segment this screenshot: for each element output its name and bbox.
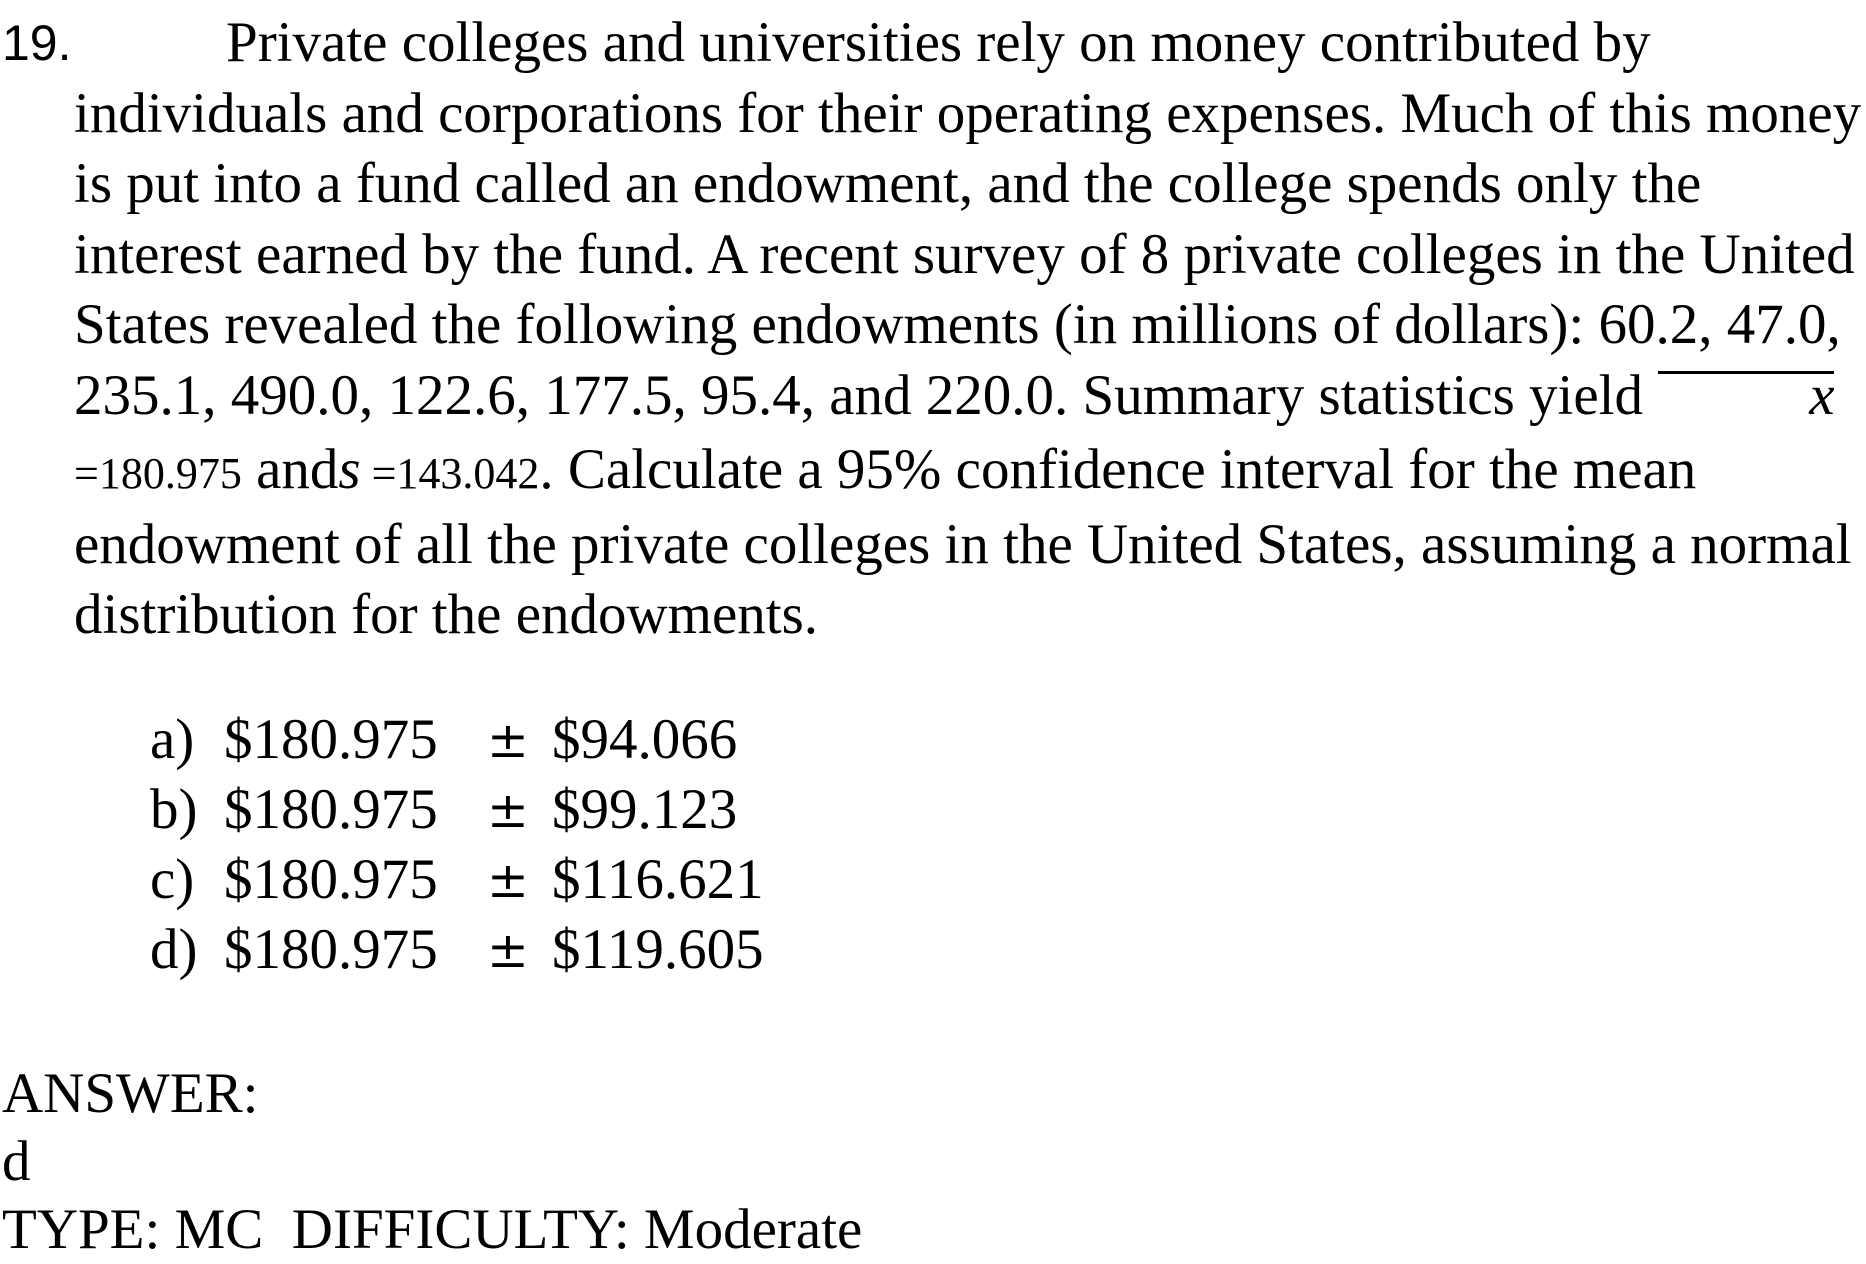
choice-letter: a)	[150, 708, 195, 771]
answer-choices	[150, 705, 764, 985]
choice-center-value: $180.975	[224, 708, 438, 771]
meta-row	[2, 1196, 862, 1264]
xbar-symbol: x	[1657, 361, 1834, 432]
choice-center-value: $180.975	[224, 918, 438, 981]
answer-label: ANSWER:	[2, 1062, 259, 1125]
choice-margin-value: $94.066	[552, 708, 738, 771]
s-value: =143.042	[360, 449, 540, 498]
and-word: and	[241, 438, 339, 501]
choice-c	[150, 845, 764, 915]
choice-center-value: $180.975	[224, 848, 438, 911]
xbar-value: =180.975	[74, 449, 242, 498]
question-block	[0, 8, 1866, 651]
choice-b	[150, 775, 764, 845]
choice-letter: d)	[150, 918, 198, 981]
choice-letter: b)	[150, 778, 198, 841]
answer-block	[2, 1060, 862, 1264]
question-number: 19.	[2, 15, 72, 71]
choice-d	[150, 915, 764, 985]
plus-minus-symbol: ±	[487, 851, 529, 909]
question-text-tail: . Calculate a 95% confidence interval for the mean endowment of all the private colleges in the United States, assuming a normal distribution for the endowments.	[74, 438, 1852, 646]
choice-letter: c)	[150, 848, 195, 911]
choice-margin-value: $99.123	[552, 778, 738, 841]
difficulty-label: DIFFICULTY: Moderate	[291, 1198, 863, 1261]
s-symbol: s	[338, 438, 361, 501]
plus-minus-symbol: ±	[487, 711, 529, 769]
question-text-main: Private colleges and universities rely on money contributed by individuals and corporations for their operating expenses. Much of this money is put into a fund called an endowment, and the college spends only the interest earned by the fund. A recent survey of 8 private colleges in the United States revealed the following endowments (in millions of dollars): 60.2, 47.0, 235.1, 490.0, 122.6, 177.5, 95.4, and 220.0. Summary statistics yield	[74, 11, 1862, 427]
plus-minus-symbol: ±	[487, 781, 529, 839]
choice-center-value: $180.975	[224, 778, 438, 841]
answer-value: d	[2, 1130, 31, 1193]
plus-minus-symbol: ±	[487, 921, 529, 979]
choice-margin-value: $116.621	[552, 848, 764, 911]
type-label: TYPE: MC	[2, 1198, 264, 1261]
question-text	[74, 8, 1864, 651]
choice-margin-value: $119.605	[552, 918, 764, 981]
choice-a	[150, 705, 764, 775]
